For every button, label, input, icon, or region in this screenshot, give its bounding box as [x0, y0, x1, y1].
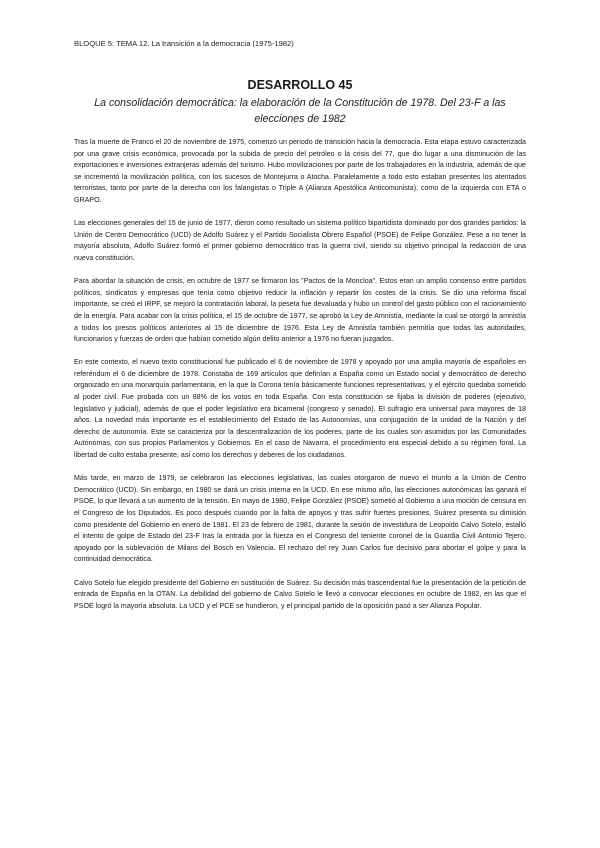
document-subtitle: La consolidación democrática: la elaboración de la Constitución de 1978. Del 23-F a las elecciones de 1982 — [94, 97, 506, 125]
paragraph: Calvo Sotelo fue elegido presidente del Gobierno en sustitución de Suárez. Su decisión más trascendental fue la presentación de la petición de entrada de España en la OTAN. La debilidad del gobierno de Calvo Sotelo le llevó a convocar elecciones en octubre de 1982, en las que el PSOE logró la mayoría absoluta. La UCD y el PCE se hundieron, y el principal partido de la oposición pasó a ser Alianza Popular. — [74, 578, 526, 610]
paragraph: Las elecciones generales del 15 de junio de 1977, dieron como resultado un sistema político bipartidista dominado por dos grandes partidos: la Unión de Centro Democrático (UCD) de Adolfo Suárez y el Partido Socialista Obrero Español (PSOE) de Felipe González. Pese a no tener la mayoría absoluta, Adolfo Suárez formó el primer gobierno democrático tras la guerra civil, siendo su objetivo principal la redacción de una nueva constitución. — [74, 219, 526, 262]
paragraph: En este contexto, el nuevo texto constitucional fue publicado el 6 de noviembre de 1978 y apoyado por una amplia mayoría de españoles en referéndum el 6 de diciembre de 1978. Constaba de 169 artículos que definían a España como un Estado social y democrático de derecho organizado en una monarquía parlamentaria, en la que la Corona tenía básicamente funciones representativas, y el ejército quedaba sometido al poder civil. Fue probada con un 88% de los votos en toda España. Con esta constitución se fijaba la división de poderes (ejecutivo, legislativo y judicial), además de que el poder legislativo era bicameral (congreso y senado). El sufragio era universal para mayores de 18 años. La novedad más importante es el establecimiento del Estado de las Autonomías, una conjugación de la unidad de la Nación y del derecho de autonomía. Este se caracteriza por la descentralización de los poderes, parte de los cuales son asumidos por las Comunidades Autónomas, con sus propios Parlamentos y Gobiernos. En el caso de Navarra, el procedimiento era especial debido a su régimen foral. La libertad de culto estaba presente, así como los derechos y deberes de los ciudadanos. — [74, 358, 526, 460]
paragraph: Tras la muerte de Franco el 20 de noviembre de 1975, comenzó un periodo de transición hacia la democracia. Esta etapa estuvo caracterizada por una grave crisis económica, provocada por la subida de precio del petróleo o la crisis del 77, que dio lugar a una disminución de las exportaciones e inversiones extranjeras además del turismo. Hubo movilizaciones por parte de los trabajadores en la industria, además de que se incrementó la movilización política, con los sucesos de Montejurra o Atocha. Paralelamente a todo esto estaban presentes los atentados terroristas, tanto por parte de la derecha con los falangistas o Triple A (Alianza Apostólica Anticomunista), como de la izquierda con ETA o GRAPO. — [74, 138, 526, 204]
document-body — [74, 137, 526, 624]
paragraph: Más tarde, en marzo de 1979, se celebraron las elecciones legislativas, las cuales otorgaron de nuevo el triunfo a la Unión de Centro Democrático (UCD). Sin embargo, en 1980 se dará un crisis interna en la UCD. En ese mismo año, las elecciones autonómicas las ganará el PSOE, lo que llevará a un aumento de la tensión. En mayo de 1980, Felipe González (PSOE) sometió al Gobierno a una moción de censura en el Congreso de los Diputados. Es poco después cuando por la falta de apoyos y tras sufrir fuertes presiones, Suárez presenta su dimisión como presidente del Gobierno en enero de 1981. El 23 de febrero de 1981, durante la sesión de investidura de Leopoldo Calvo Sotelo, estalló el intento de golpe de Estado del 23-F tras la entrada por la fuerza en el Congreso del teniente coronel de la Guardia Civil Antonio Tejero, apoyado por la sublevación de Milans del Bosch en Valencia. El rechazo del rey Juan Carlos fue decisivo para abortar el golpe y para la continuidad democrática. — [74, 474, 526, 564]
document-title: DESARROLLO 45 — [247, 78, 353, 92]
page-header: BLOQUE 5: TEMA 12. La transición a la democracia (1975-1982) — [74, 39, 294, 48]
title-block — [74, 77, 526, 127]
paragraph: Para abordar la situación de crisis, en octubre de 1977 se firmaron los "Pactos de la Moncloa". Estos eran un amplio consenso entre partidos políticos, sindicatos y empresas que tenía como objetivo reducir la inflación y repartir los costes de la crisis. Se dio una reforma fiscal importante, se creó el IRPF, se mejoró la contratación laboral, la peseta fue devaluada y hubo un control del gasto público con el racionamiento de la energía. Para acabar con la crisis política, el 15 de octubre de 1977, se aprobó la Ley de Amnistía, mediante la cual se otorgó la amnistía a todos los presos políticos anteriores al 15 de diciembre de 1976. Esta Ley de Amnistía también permitía que todas las autoridades, funcionarios y fuerzas de orden que habían cometido algún delito anterior a 1976 no fueran juzgados. — [74, 277, 526, 344]
